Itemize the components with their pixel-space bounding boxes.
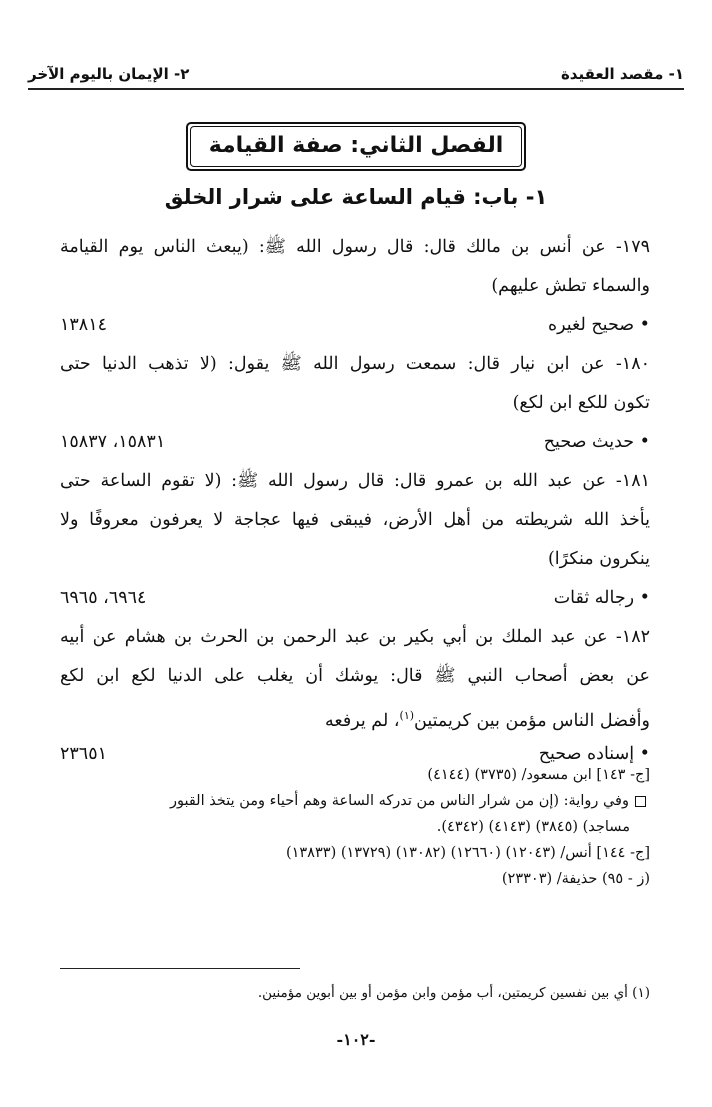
chapter-title: الفصل الثاني: صفة القيامة xyxy=(190,126,523,167)
hadith-182-line-3 xyxy=(60,696,650,735)
running-header xyxy=(28,62,684,86)
crossref-line-5: (ز - ٩٥) حذيفة/ (٢٣٣٠٣) xyxy=(501,871,650,887)
hadith-182-line-3-text: وأفضل الناس مؤمن بين كريمتين xyxy=(414,710,650,731)
page-number: -١٠٢- xyxy=(336,1030,376,1049)
header-section-left: ٢- الإيمان باليوم الآخر xyxy=(28,65,190,83)
crossref-line-3: مساجد) (٣٨٤٥) (٤١٤٣) (٤٣٤٢). xyxy=(436,819,630,835)
square-bullet-icon xyxy=(635,796,646,807)
cross-references xyxy=(60,762,650,892)
header-rule xyxy=(28,88,684,90)
footnote-rule xyxy=(60,968,300,969)
chapter-frame xyxy=(186,122,527,171)
hadith-179-line-2: والسماء تطش عليهم) xyxy=(491,276,650,296)
crossref-variant-text: وفي رواية: (إن من شرار الناس من تدركه الساعة وهم أحياء ومن يتخذ القبور xyxy=(169,793,629,809)
footnote-marker[interactable]: (١) xyxy=(399,709,415,722)
hadith-179-line-1: ١٧٩- عن أنس بن مالك قال: قال رسول الله ﷺ: (يبعث الناس يوم القيامة xyxy=(60,237,650,257)
hadith-181-line-1: ١٨١- عن عبد الله بن عمرو قال: قال رسول الله ﷺ: (لا تقوم الساعة حتى xyxy=(60,471,650,491)
hadith-181-grade-row xyxy=(60,579,650,618)
hadith-181-grade: • رجاله ثقات xyxy=(553,588,650,608)
chapter-heading xyxy=(0,122,712,171)
hadith-180-grade: • حديث صحيح xyxy=(543,432,650,452)
hadith-182-ref: ٢٣٦٥١ xyxy=(60,744,107,764)
hadith-181-ref: ٦٩٦٤، ٦٩٦٥ xyxy=(60,588,147,608)
hadith-180-line-2: تكون للكع ابن لكع) xyxy=(512,393,650,413)
header-section-right: ١- مقصد العقيدة xyxy=(560,65,684,83)
crossref-line-4: [ج- ١٤٤] أنس/ (١٢٠٤٣) (١٢٦٦٠) (١٣٠٨٢) (١٣٧٢٩) (١٣٨٣٣) xyxy=(285,845,650,861)
hadith-182-line-3-tail: ، لم يرفعه xyxy=(325,710,400,731)
hadith-body xyxy=(60,228,650,774)
hadith-180-line-1: ١٨٠- عن ابن نيار قال: سمعت رسول الله ﷺ يقول: (لا تذهب الدنيا حتى xyxy=(60,354,650,374)
crossref-line-2 xyxy=(60,788,650,814)
hadith-180-ref: ١٥٨٣١، ١٥٨٣٧ xyxy=(60,432,166,452)
hadith-179-ref: ١٣٨١٤ xyxy=(60,315,107,335)
hadith-180-grade-row xyxy=(60,423,650,462)
hadith-182-grade: • إسناده صحيح xyxy=(538,744,650,764)
hadith-181-line-2: يأخذ الله شريطته من أهل الأرض، فيبقى فيها عجاجة لا يعرفون معروفًا ولا xyxy=(60,510,650,530)
hadith-179-grade-row xyxy=(60,306,650,345)
hadith-182-line-2: عن بعض أصحاب النبي ﷺ قال: يوشك أن يغلب على الدنيا لكع ابن لكع xyxy=(60,666,650,686)
crossref-line-1: [ج- ١٤٣] ابن مسعود/ (٣٧٣٥) (٤١٤٤) xyxy=(427,767,650,783)
footnote: (١) أي بين نفسين كريمتين، أب مؤمن وابن مؤمن أو بين أبوين مؤمنين. xyxy=(257,985,650,1001)
hadith-179-grade: • صحيح لغيره xyxy=(547,315,650,335)
hadith-182-line-1: ١٨٢- عن عبد الملك بن أبي بكير بن عبد الرحمن بن الحرث بن هشام عن أبيه xyxy=(60,627,650,647)
bab-title: ١- باب: قيام الساعة على شرار الخلق xyxy=(164,185,548,209)
hadith-181-line-3: ينكرون منكرًا) xyxy=(547,549,650,569)
